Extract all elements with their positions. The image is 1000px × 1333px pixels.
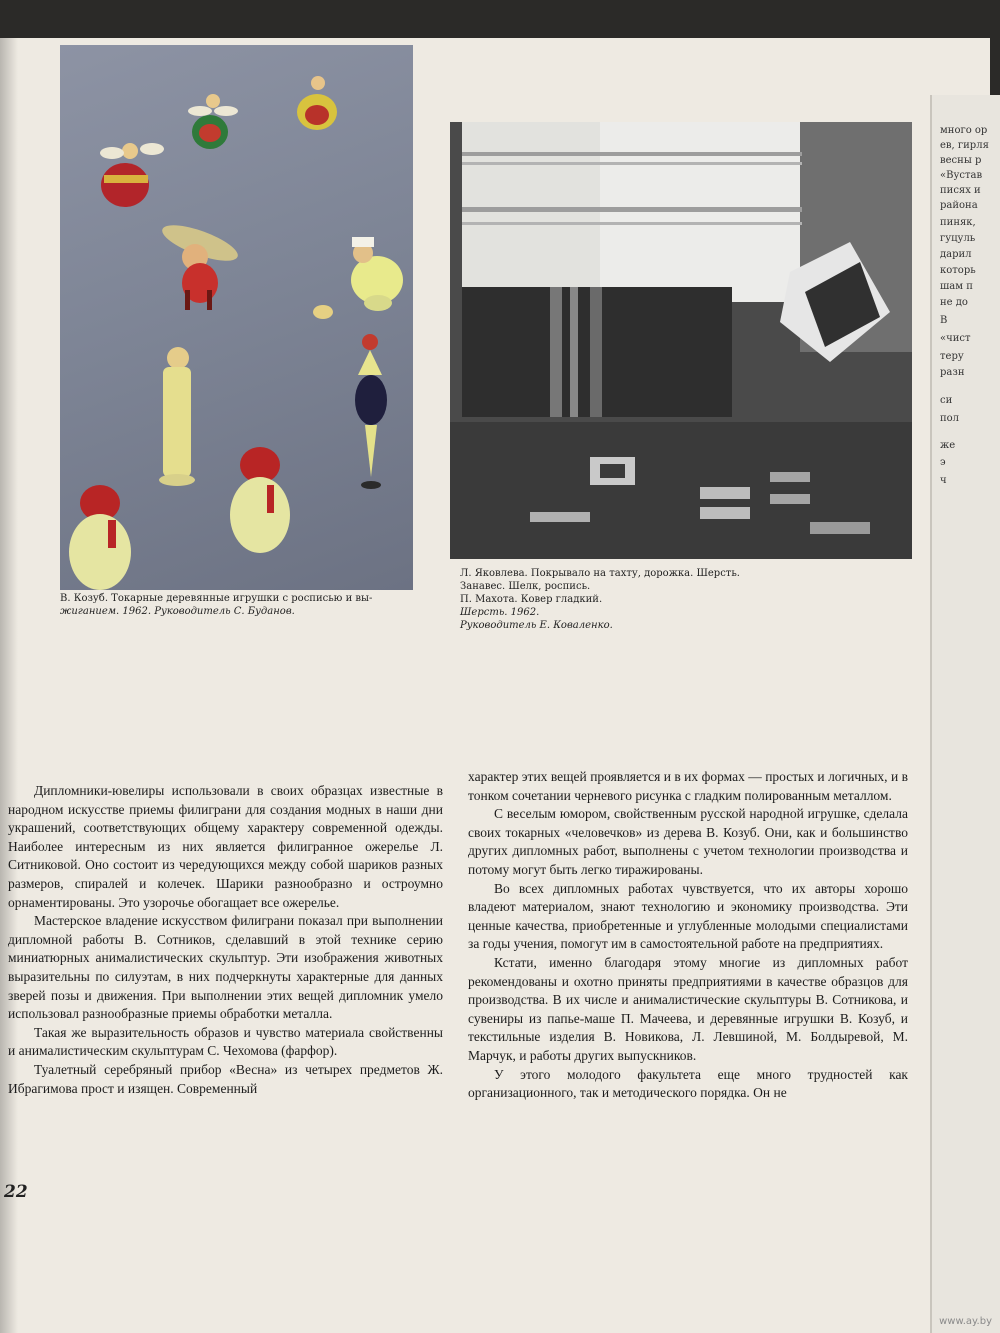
adjacent-page-text-fragment: гуцуль: [940, 233, 976, 244]
text-column-right: [468, 768, 908, 1103]
adjacent-page-text-fragment: пол: [940, 413, 960, 424]
adjacent-page-text-fragment: В: [940, 315, 948, 326]
adjacent-page-text-fragment: ев, гирля: [940, 140, 989, 151]
caption-line: [460, 606, 820, 619]
text-column-left: [8, 782, 443, 1098]
paragraph: Кстати, именно благодаря этому многие из дипломных работ рекомендованы и охотно приняты предприятиями в качестве образцов для производства. В их числе и анималистические скульптуры В. Сотникова, и сувениры из папье-маше П. Мачеева, и деревянные игрушки В. Козуб, и текстильные изделия В. Новикова, Л. Левшиной, М. Болдыревой, М. Марчук, и работы других выпускников.: [468, 954, 908, 1063]
paragraph: Такая же выразительность образов и чувство материала свойственны и анималистическим скульптурам С. Чехомова (фарфор).: [8, 1024, 443, 1059]
adjacent-page-text-fragment: которь: [940, 265, 976, 276]
adjacent-page-text-fragment: пиняк,: [940, 217, 976, 228]
caption-line: [60, 605, 430, 618]
paragraph: Туалетный серебряный прибор «Весна» из четырех предметов Ж. Ибрагимова прост и изящен. Современный: [8, 1061, 443, 1096]
adjacent-page-text-fragment: района: [940, 200, 978, 211]
caption-wooden-toys: [60, 592, 430, 618]
adjacent-page-text-fragment: не до: [940, 297, 968, 308]
adjacent-page-text-fragment: дарил: [940, 249, 972, 260]
caption-line: Занавес. Шелк, роспись.: [460, 581, 591, 592]
watermark: www.ay.by: [939, 1316, 992, 1327]
adjacent-page-text-fragment: теру: [940, 351, 964, 362]
adjacent-page-text-fragment: же: [940, 440, 956, 451]
caption-line: Л. Яковлева. Покрывало на тахту, дорожка. Шерсть.: [460, 568, 740, 579]
paragraph: С веселым юмором, свойственным русской народной игрушке, сделала своих токарных «человечков» из дерева В. Козуб. Они, как и большинство других дипломных работ, выполнены с учетом технологии производства и потому могут быть легко тиражированы.: [468, 806, 908, 877]
adjacent-page-text-fragment: ч: [940, 475, 947, 486]
adjacent-page-text-fragment: писях и: [940, 185, 981, 196]
adjacent-page-text-fragment: много ор: [940, 125, 988, 136]
caption-line: П. Махота. Ковер гладкий.: [460, 594, 603, 605]
caption-line: В. Козуб. Токарные деревянные игрушки с росписью и вы-: [60, 593, 373, 604]
paragraph: Дипломники-ювелиры использовали в своих образцах известные в народном искусстве приемы филиграни для создания модных в наши дни украшений, соответствующих общему характеру современной одежды. Наиболее интересным из них является филигранное ожерелье Л. Ситниковой. Оно состоит из чередующихся между собой шариков разных размеров, спиралей и колечек. Шарики разнообразно и остроумно орнаментированы. Это узорочье обогащает все ожерелье.: [8, 783, 443, 910]
caption-line: [460, 619, 820, 632]
caption-textiles: [460, 567, 820, 632]
page-gutter-shadow: [0, 38, 18, 1333]
adjacent-page-text-fragment: весны р: [940, 155, 982, 166]
adjacent-page-text-fragment: разн: [940, 367, 965, 378]
adjacent-page-text-fragment: э: [940, 457, 946, 468]
adjacent-page-text-fragment: «Вустав: [940, 170, 983, 181]
paragraph: характер этих вещей проявляется и в их формах — простых и логичных, и в тонком сочетании черневого рисунка с гладким полированным металлом.: [468, 769, 908, 803]
photo-textiles: [450, 122, 912, 559]
page-number: 22: [4, 1182, 28, 1202]
caption-line-italic: жиганием. 1962. Руководитель С. Буданов.: [60, 606, 295, 617]
wooden-toys-illustration: [60, 45, 413, 590]
caption-line-italic: Шерсть. 1962.: [460, 607, 540, 618]
photo-wooden-toys: [60, 45, 413, 590]
adjacent-page: [930, 95, 1000, 1333]
paragraph: Мастерское владение искусством филиграни показал при выполнении дипломной работы В. Сотников, сделавший в этой технике серию миниатюрных анималистических скульптур. Эти изображения животных выразительны по силуэтам, в них подчеркнуты характерные для данных зверей позы и движения. При выполнении этих вещей дипломник умело использовал разнообразные приемы обработки металла.: [8, 913, 443, 1022]
paragraph: У этого молодого факультета еще много трудностей как организационного, так и методического порядка. Он не: [468, 1066, 908, 1101]
adjacent-page-text-fragment: «чист: [940, 333, 971, 344]
caption-line-italic: Руководитель Е. Коваленко.: [460, 620, 613, 631]
paragraph: Во всех дипломных работах чувствуется, что их авторы хорошо владеют материалом, знают технологию и экономику производства. Эти ценные качества, приобретенные и углубленные молодыми специалистами за годы учения, помогут им в самостоятельной работе на предприятиях.: [468, 880, 908, 952]
textiles-illustration: [450, 122, 912, 559]
adjacent-page-text-fragment: си: [940, 395, 953, 406]
adjacent-page-text-fragment: шам п: [940, 281, 973, 292]
